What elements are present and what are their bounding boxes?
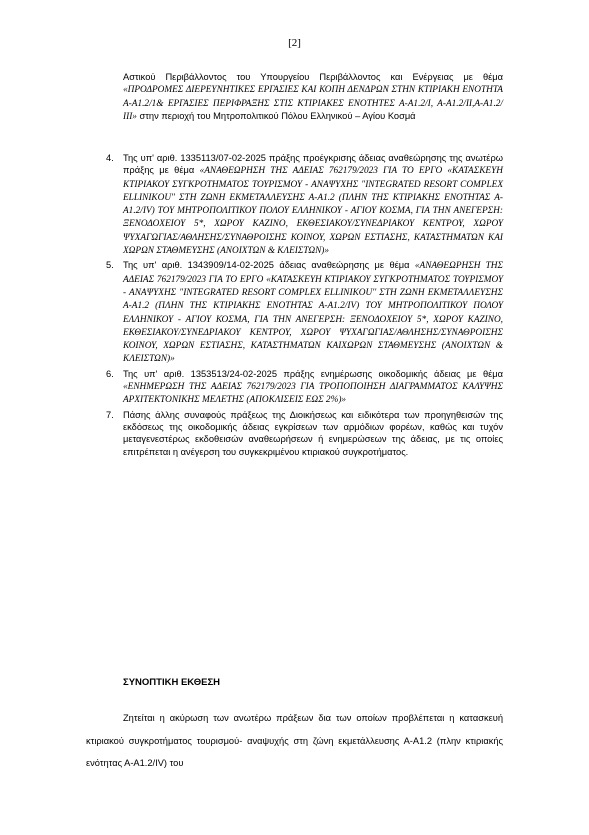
list-item-text: Της υπ' αριθ. 1335113/07-02-2025 πράξης προέγκρισης άδειας αναθεώρησης της ανωτέρω πράξης με θέμα [123,153,503,176]
list-item-emphasis: «ΑΝΑΘΕΩΡΗΣΗ ΤΗΣ ΑΔΕΙΑΣ 762179/2023 ΓΙΑ ΤΟ ΕΡΓΟ «ΚΑΤΑΣΚΕΥΗ ΚΤΙΡΙΑΚΟΥ ΣΥΓΚΡΟΤΗΜΑΤΟΣ ΤΟΥΡΙΣΜΟΥ - ΑΝΑΨΥΧΗΣ "INTEGRATED RESORT COMPLEX ELLINIKOU'' ΣΤΗ ΖΩΝΗ ΕΚΜΕΤΑΛΛΕΥΣΗΣ Α-Α1.2 (ΠΛΗΝ ΤΗΣ ΚΤΙΡΙΑΚΗΣ ΕΝΟΤΗΤΑΣ Α-Α1.2/IV) ΤΟΥ ΜΗΤΡΟΠΟΛΙΤΙΚΟΥ ΠΟΛΟΥ ΕΛΛΗΝΙΚΟΥ - ΑΓΙΟΥ ΚΟΣΜΑ, ΓΙΑ ΤΗΝ ΑΝΕΓΕΡΣΗ: ΞΕΝΟΔΟΧΕΙΟΥ 5*, ΧΩΡΟΥ ΚΑΖΙΝΟ, ΕΚΘΕΣΙΑΚΟΥ/ΣΥΝΕΔΡΙΑΚΟΥ ΚΕΝΤΡΟΥ, ΧΩΡΟΥ ΨΥΧΑΓΩΓΙΑΣ/ΑΘΛΗΣΗΣ/ΣΥΝΑΘΡΟΙΣΗΣ ΚΟΙΝΟΥ, ΧΩΡΩΝ ΕΣΤΙΑΣΗΣ, ΚΑΤΑΣΤΗΜΑΤΩΝ ΚΑΙΧΩΡΩΝ ΣΤΑΘΜΕΥΣΗΣ (ΑΝΟΙΧΤΩΝ & ΚΛΕΙΣΤΩΝ)» [123,261,503,365]
list-item [106,259,503,365]
list-item-text: Πάσης άλλης συναφούς πράξεως της Διοικήσεως και ειδικότερα των προηγηθεισών της εκδόσεως της οικοδομικής άδειας εγκρίσεων των αρμόδιων φορέων, καθώς και τυχόν μεταγενεστέρως εκδοθεισών αναθεωρήσεων ή ενημερώσεων της άδειας, με τις οποίες επιτρέπεται η ανέγερση του συγκεκριμένου κτιριακού συγκροτήματος. [123,409,503,457]
list-item [106,409,503,459]
list-item-number: 7. [106,409,114,420]
list-item-emphasis: «ΕΝΗΜΕΡΩΣΗ ΤΗΣ ΑΔΕΙΑΣ 762179/2023 ΓΙΑ ΤΡΟΠΟΠΟΙΗΣΗ ΔΙΑΓΡΑΜΜΑΤΟΣ ΚΑΛΥΨΗΣ ΑΡΧΙΤΕΚΤΟΝΙΚΗΣ ΜΕΛΕΤΗΣ (ΑΠΟΚΛΙΣΕΙΣ ΕΩΣ 2%)» [123,382,503,406]
intro-text-a: Αστικού Περιβάλλοντος του Υπουργείου Περιβάλλοντος και Ενέργειας με θέμα [123,72,503,82]
page-number: [2] [288,37,301,49]
list-item [106,368,503,407]
list-item [106,152,503,257]
intro-paragraph [123,71,503,123]
list-item-text: Της υπ' αριθ. 1353513/24-02-2025 πράξης ενημέρωσης οικοδομικής άδειας με θέμα [123,368,503,379]
intro-text-b: στην περιοχή του Μητροπολιτικού Πόλου Ελληνικού – Αγίου Κοσμά [136,110,416,121]
acts-list [106,152,503,461]
list-item-number: 5. [106,260,114,271]
list-item-number: 6. [106,368,114,379]
list-item-emphasis: «ΑΝΑΘΕΩΡΗΣΗ ΤΗΣ ΑΔΕΙΑΣ 762179/2023 ΓΙΑ ΤΟ ΕΡΓΟ «ΚΑΤΑΣΚΕΥΗ ΚΤΙΡΙΑΚΟΥ ΣΥΓΚΡΟΤΗΜΑΤΟΣ ΤΟΥΡΙΣΜΟΥ - ΑΝΑΨΥΧΗΣ "INTEGRATED RESORT COMPLEX ELLINIKOU" ΣΤΗ ΖΩΝΗ ΕΚΜΕΤΑΛΛΕΥΣΗΣ Α-Α1.2 (ΠΛΗΝ ΤΗΣ ΚΤΙΡΙΑΚΗΣ ΕΝΟΤΗΤΑΣ Α-Α1.2/IV) ΤΟΥ ΜΗΤΡΟΠΟΛΙΤΙΚΟΥ ΠΟΛΟΥ ΕΛΛΗΝΙΚΟΥ - ΑΓΙΟΥ ΚΟΣΜΑ, ΓΙΑ ΤΗΝ ΑΝΕΓΕΡΣΗ: ΞΕΝΟΔΟΧΕΙΟΥ 5*, ΧΩΡΟΥ ΚΑΖΙΝΟ, ΕΚΘΕΣΙΑΚΟΥ/ΣΥΝΕΔΡΙΑΚΟΥ ΚΕΝΤΡΟΥ, ΧΩΡΟΥ ΨΥΧΑΓΩΓΙΑΣ/ΑΘΛΗΣΗΣ/ΣΥΝΑΘΡΟΙΣΗΣ ΚΟΙΝΟΥ, ΧΩΡΩΝ ΕΣΤΙΑΣΗΣ, ΚΑΤΑΣΤΗΜΑΤΩΝ ΚΑΙ ΧΩΡΩΝ ΣΤΑΘΜΕΥΣΗΣ (ΑΝΟΙΧΤΩΝ & ΚΛΕΙΣΤΩΝ)» [123,166,503,257]
list-item-number: 4. [106,153,114,163]
section-heading: ΣΥΝΟΠΤΙΚΗ ΕΚΘΕΣΗ [123,677,220,688]
list-item-text: Της υπ' αριθ. 1343909/14-02-2025 άδειας αναθεώρησης με θέμα [123,260,415,271]
intro-emphasis: «ΠΡΟΔΡΟΜΕΣ ΔΙΕΡΕΥΝΗΤΙΚΕΣ ΕΡΓΑΣΙΕΣ ΚΑΙ ΚΟΠΗ ΔΕΝΔΡΩΝ ΣΤΗΝ ΚΤΙΡΙΑΚΗ ΕΝΟΤΗΤΑ Α-Α1.2/1& ΕΡΓΑΣΙΕΣ ΠΕΡΙΦΡΑΞΗΣ ΣΤΙΣ ΚΤΙΡΙΑΚΕΣ ΕΝΟΤΗΤΕΣ Α-Α1.2/Ι, Α-Α1.2/ΙΙ,Α-Α1.2/ΙΙΙ» [123,85,503,122]
summary-paragraph: Ζητείται η ακύρωση των ανωτέρω πράξεων δια των οποίων προβλέπεται η κατασκευή κτιριακού συγκροτήματος τουρισμού- αναψυχής στη ζώνη εκμετάλλευσης Α-Α1.2 (πλην κτιριακής ενότητας Α-Α1.2/IV) του [86,713,503,768]
